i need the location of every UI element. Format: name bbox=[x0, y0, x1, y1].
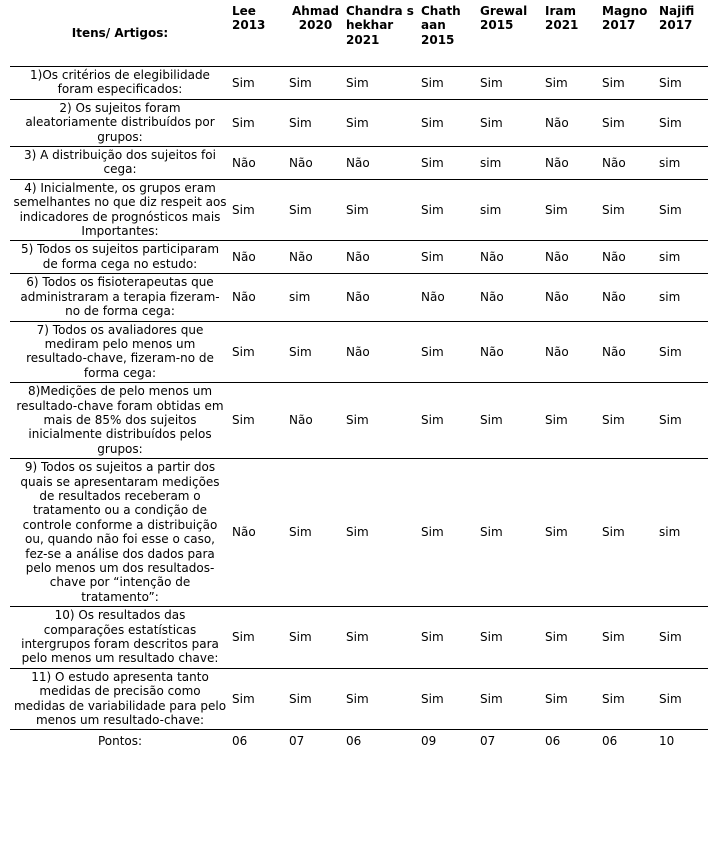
value-cell: Não bbox=[419, 274, 478, 321]
value-cell: Não bbox=[600, 147, 657, 180]
value-cell: Não bbox=[543, 241, 600, 274]
value-cell: Sim bbox=[657, 607, 708, 669]
value-cell: Não bbox=[344, 241, 419, 274]
points-value: 07 bbox=[287, 730, 344, 754]
value-cell: Sim bbox=[478, 99, 543, 146]
value-cell: Sim bbox=[600, 179, 657, 241]
value-cell: Sim bbox=[600, 383, 657, 459]
table-row bbox=[10, 147, 708, 180]
study-header: Chath aan 2015 bbox=[421, 4, 461, 47]
value-cell: Sim bbox=[230, 607, 287, 669]
value-cell: Sim bbox=[543, 179, 600, 241]
value-cell: Sim bbox=[419, 321, 478, 383]
study-header: Iram 2021 bbox=[545, 4, 579, 33]
value-cell: Sim bbox=[419, 607, 478, 669]
value-cell: sim bbox=[478, 147, 543, 180]
value-cell: Não bbox=[478, 241, 543, 274]
table-row bbox=[10, 99, 708, 146]
points-value: 06 bbox=[344, 730, 419, 754]
value-cell: Sim bbox=[478, 67, 543, 100]
value-cell: Sim bbox=[419, 99, 478, 146]
value-cell: Sim bbox=[657, 67, 708, 100]
value-cell: Sim bbox=[287, 607, 344, 669]
study-header: Grewal 2015 bbox=[480, 4, 528, 33]
table-row bbox=[10, 241, 708, 274]
table-row bbox=[10, 179, 708, 241]
value-cell: Sim bbox=[478, 383, 543, 459]
value-cell: Não bbox=[230, 241, 287, 274]
value-cell: Sim bbox=[419, 459, 478, 607]
value-cell: Não bbox=[543, 147, 600, 180]
study-header: Lee 2013 bbox=[232, 4, 266, 33]
criterion-cell: 8)Medições de pelo menos um resultado-chave foram obtidas em mais de 85% dos sujeitos inicialmente distribuídos pelos grupos: bbox=[10, 383, 230, 459]
pedro-scale-table bbox=[10, 0, 708, 753]
value-cell: Sim bbox=[419, 147, 478, 180]
criterion-cell: 2) Os sujeitos foram aleatoriamente distribuídos por grupos: bbox=[10, 99, 230, 146]
value-cell: Sim bbox=[287, 668, 344, 730]
criterion-cell: 11) O estudo apresenta tanto medidas de precisão como medidas de variabilidade para pelo menos um resultado-chave: bbox=[10, 668, 230, 730]
value-cell: Não bbox=[600, 241, 657, 274]
points-value: 09 bbox=[419, 730, 478, 754]
value-cell: Sim bbox=[543, 459, 600, 607]
value-cell: Não bbox=[230, 459, 287, 607]
value-cell: Não bbox=[230, 147, 287, 180]
value-cell: Sim bbox=[230, 99, 287, 146]
value-cell: sim bbox=[657, 241, 708, 274]
points-value: 06 bbox=[230, 730, 287, 754]
study-header: Ahmad 2020 bbox=[291, 4, 340, 33]
value-cell: Sim bbox=[543, 67, 600, 100]
value-cell: Sim bbox=[543, 383, 600, 459]
table-row bbox=[10, 668, 708, 730]
criterion-cell: 5) Todos os sujeitos participaram de forma cega no estudo: bbox=[10, 241, 230, 274]
table-row bbox=[10, 274, 708, 321]
value-cell: Sim bbox=[230, 668, 287, 730]
value-cell: Sim bbox=[657, 321, 708, 383]
value-cell: Sim bbox=[543, 607, 600, 669]
value-cell: Sim bbox=[657, 99, 708, 146]
value-cell: Sim bbox=[287, 179, 344, 241]
value-cell: Sim bbox=[419, 67, 478, 100]
value-cell: Não bbox=[344, 321, 419, 383]
value-cell: Sim bbox=[419, 241, 478, 274]
value-cell: Sim bbox=[600, 607, 657, 669]
value-cell: Sim bbox=[600, 668, 657, 730]
value-cell: Não bbox=[344, 147, 419, 180]
value-cell: Não bbox=[344, 274, 419, 321]
table-row bbox=[10, 459, 708, 607]
table-row bbox=[10, 383, 708, 459]
value-cell: Não bbox=[600, 321, 657, 383]
value-cell: Sim bbox=[657, 383, 708, 459]
value-cell: Sim bbox=[600, 67, 657, 100]
study-header: Najifi 2017 bbox=[659, 4, 695, 33]
value-cell: Sim bbox=[419, 179, 478, 241]
value-cell: Não bbox=[600, 274, 657, 321]
value-cell: Sim bbox=[600, 99, 657, 146]
value-cell: Sim bbox=[543, 668, 600, 730]
value-cell: Sim bbox=[344, 99, 419, 146]
items-header: Itens/ Artigos: bbox=[71, 25, 169, 40]
points-value: 10 bbox=[657, 730, 708, 754]
table-row bbox=[10, 321, 708, 383]
value-cell: sim bbox=[478, 179, 543, 241]
value-cell: Não bbox=[478, 274, 543, 321]
points-label: Pontos: bbox=[10, 730, 230, 754]
points-value: 06 bbox=[543, 730, 600, 754]
value-cell: Sim bbox=[478, 459, 543, 607]
value-cell: Não bbox=[287, 147, 344, 180]
criterion-cell: 9) Todos os sujeitos a partir dos quais se apresentaram medições de resultados receberam o tratamento ou a condição de controle conforme a distribuição ou, quando não foi esse o caso, fez-se a análise dos dados para pelo menos um dos resultados- chave por “intenção de tratamento”: bbox=[10, 459, 230, 607]
criterion-cell: 1)Os critérios de elegibilidade foram especificados: bbox=[10, 67, 230, 100]
criterion-cell: 6) Todos os fisioterapeutas que administraram a terapia fizeram-no de forma cega: bbox=[10, 274, 230, 321]
criterion-cell: 3) A distribuição dos sujeitos foi cega: bbox=[10, 147, 230, 180]
value-cell: Não bbox=[478, 321, 543, 383]
value-cell: Sim bbox=[344, 459, 419, 607]
value-cell: sim bbox=[657, 274, 708, 321]
value-cell: Sim bbox=[230, 67, 287, 100]
value-cell: Sim bbox=[287, 67, 344, 100]
value-cell: Sim bbox=[419, 383, 478, 459]
value-cell: Sim bbox=[287, 321, 344, 383]
points-value: 06 bbox=[600, 730, 657, 754]
study-header: Magno 2017 bbox=[602, 4, 648, 33]
value-cell: Sim bbox=[230, 321, 287, 383]
value-cell: sim bbox=[657, 459, 708, 607]
value-cell: Sim bbox=[344, 383, 419, 459]
value-cell: Não bbox=[287, 241, 344, 274]
value-cell: Não bbox=[543, 321, 600, 383]
value-cell: Sim bbox=[287, 459, 344, 607]
table-row bbox=[10, 607, 708, 669]
value-cell: Sim bbox=[478, 607, 543, 669]
points-row bbox=[10, 730, 708, 754]
criterion-cell: 7) Todos os avaliadores que mediram pelo menos um resultado-chave, fizeram-no de forma cega: bbox=[10, 321, 230, 383]
value-cell: Não bbox=[543, 274, 600, 321]
value-cell: Não bbox=[287, 383, 344, 459]
value-cell: Sim bbox=[657, 668, 708, 730]
value-cell: Sim bbox=[230, 179, 287, 241]
value-cell: Sim bbox=[600, 459, 657, 607]
value-cell: Sim bbox=[478, 668, 543, 730]
value-cell: Sim bbox=[230, 383, 287, 459]
value-cell: Sim bbox=[344, 668, 419, 730]
study-header: Chandra s hekhar 2021 bbox=[346, 4, 414, 47]
value-cell: sim bbox=[657, 147, 708, 180]
value-cell: Não bbox=[543, 99, 600, 146]
value-cell: sim bbox=[287, 274, 344, 321]
value-cell: Sim bbox=[657, 179, 708, 241]
points-value: 07 bbox=[478, 730, 543, 754]
criterion-cell: 4) Inicialmente, os grupos eram semelhantes no que diz respeit aos indicadores de prognósticos mais Importantes: bbox=[10, 179, 230, 241]
value-cell: Sim bbox=[419, 668, 478, 730]
value-cell: Sim bbox=[344, 607, 419, 669]
value-cell: Sim bbox=[344, 67, 419, 100]
value-cell: Não bbox=[230, 274, 287, 321]
value-cell: Sim bbox=[287, 99, 344, 146]
value-cell: Sim bbox=[344, 179, 419, 241]
table-row bbox=[10, 67, 708, 100]
table-header-row bbox=[10, 0, 708, 67]
criterion-cell: 10) Os resultados das comparações estatísticas intergrupos foram descritos para pelo menos um resultado chave: bbox=[10, 607, 230, 669]
